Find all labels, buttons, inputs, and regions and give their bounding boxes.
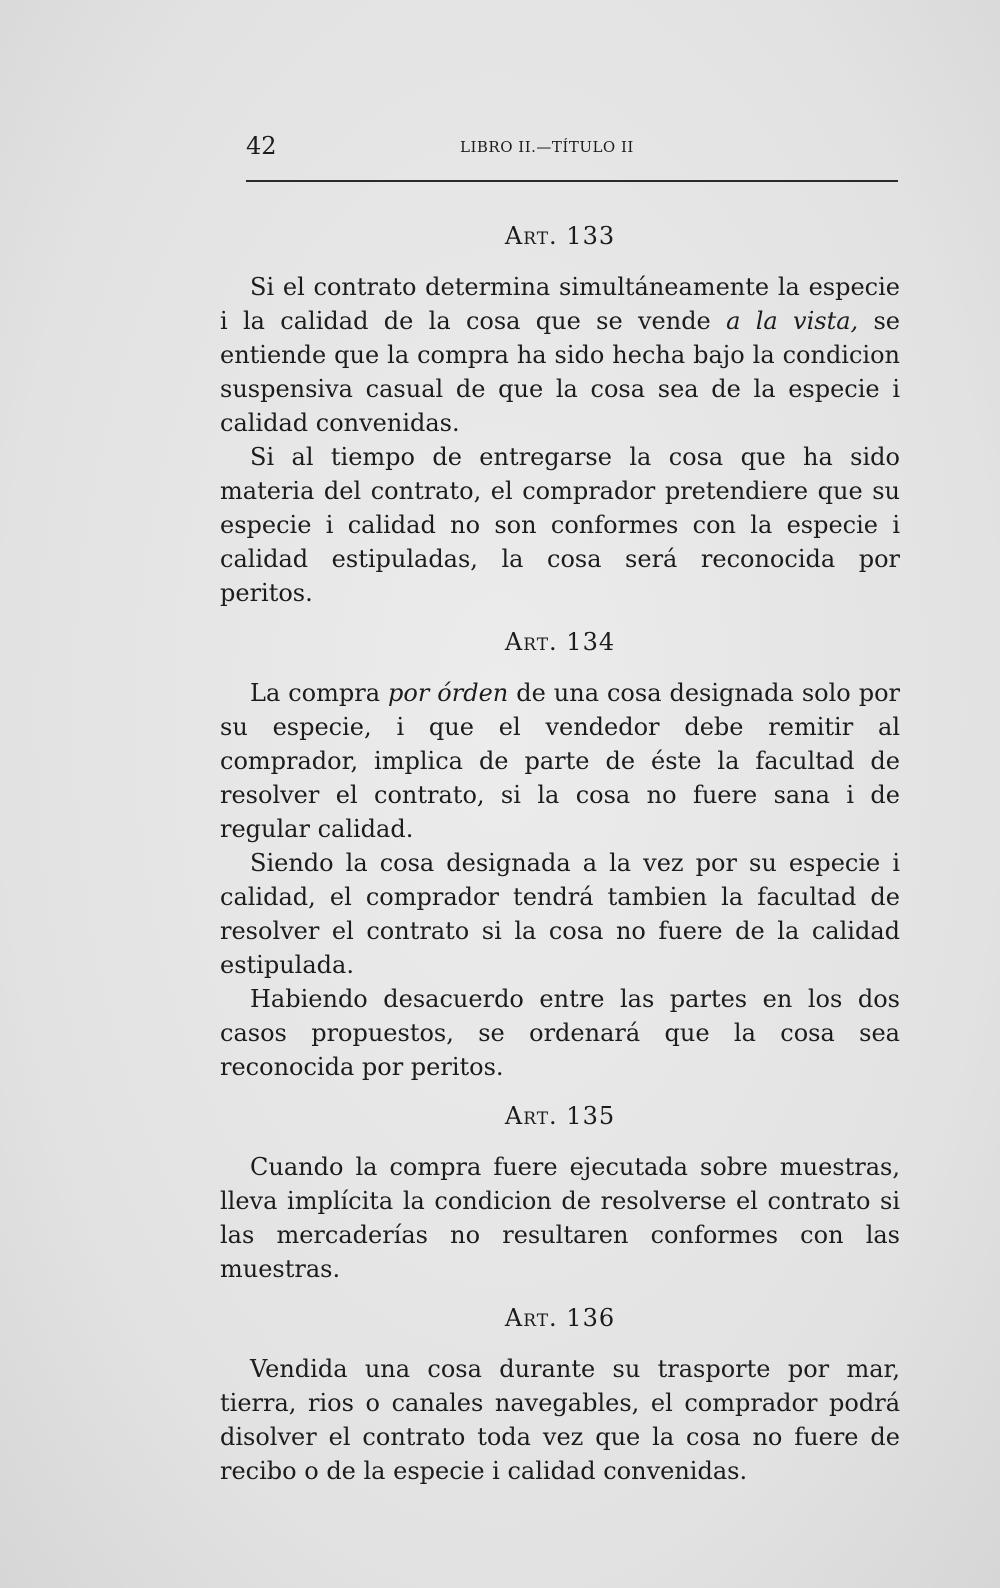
text-run: Siendo la cosa designada a la vez por su especie i calidad, el comprador tendrá tambien la facultad de resolver el contrato si la cosa no fuere de la calidad estipulada. (220, 849, 900, 979)
article-section (220, 1102, 900, 1286)
article-heading: Art. 133 (504, 222, 616, 250)
text-run: La compra (250, 679, 389, 707)
article-paragraph (220, 270, 900, 440)
italic-phrase: a la vista, (726, 307, 859, 335)
article-section (220, 222, 900, 610)
text-run: de una cosa designada solo por su especie, i que el vendedor debe remitir al comprador, implica de parte de éste la facultad de resolver el contrato, si la cosa no fuere sana i de regular calidad. (220, 679, 900, 843)
text-run: Si el contrato determina simultáneamente la especie i la calidad de la cosa que se vende (220, 273, 900, 335)
text-run: se entiende que la compra ha sido hecha bajo la condicion suspensiva casual de que la cosa sea de la especie i calidad convenidas. (220, 307, 900, 437)
article-section (220, 628, 900, 1084)
article-paragraph (220, 676, 900, 846)
article-paragraph (220, 982, 900, 1084)
article-paragraph (220, 440, 900, 610)
article-heading: Art. 135 (504, 1102, 616, 1130)
article-paragraph (220, 846, 900, 982)
article-heading: Art. 136 (504, 1304, 616, 1332)
running-head: LIBRO II.—TÍTULO II (460, 138, 634, 156)
article-paragraph (220, 1150, 900, 1286)
italic-phrase: por órden (388, 679, 509, 707)
text-run: Vendida una cosa durante su trasporte por mar, tierra, rios o canales navegables, el comprador podrá disolver el contrato toda vez que la cosa no fuere de recibo o de la especie i calidad convenidas. (220, 1355, 900, 1485)
text-run: Si al tiempo de entregarse la cosa que ha sido materia del contrato, el comprador pretendiere que su especie i calidad no son conformes con la especie i calidad estipuladas, la cosa será reconocida por peritos. (220, 443, 900, 607)
article-heading: Art. 134 (504, 628, 616, 656)
text-run: Cuando la compra fuere ejecutada sobre muestras, lleva implícita la condicion de resolverse el contrato si las mercaderías no resultaren conformes con las muestras. (220, 1153, 900, 1283)
page-header (246, 132, 898, 182)
article-section (220, 1304, 900, 1488)
page-body (220, 212, 900, 1506)
article-paragraph (220, 1352, 900, 1488)
text-run: Habiendo desacuerdo entre las partes en los dos casos propuestos, se ordenará que la cosa sea reconocida por peritos. (220, 985, 900, 1081)
page-number: 42 (246, 132, 277, 160)
